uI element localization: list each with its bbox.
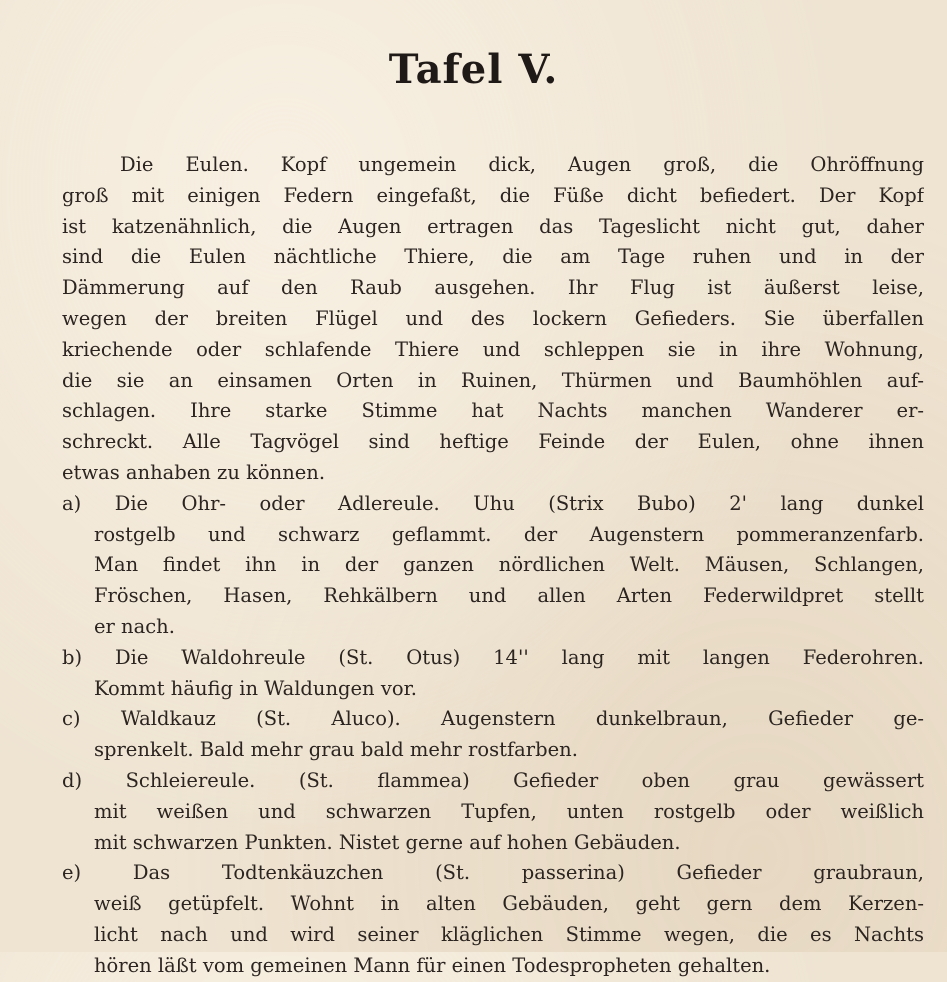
- text-line: e) Das Todtenkäuzchen (St. passerina) Gefieder graubraun,: [62, 861, 924, 885]
- text-line: d) Schleiereule. (St. flammea) Gefieder oben grau gewässert: [62, 768, 924, 792]
- entry-e: [62, 858, 924, 981]
- entry-a: [62, 489, 924, 643]
- text-line: schlagen. Ihre starke Stimme hat Nachts manchen Wanderer er-: [62, 399, 924, 423]
- text-line: wegen der breiten Flügel und des lockern Gefieders. Sie überfallen: [62, 306, 924, 330]
- text-line: Fröschen, Hasen, Rehkälbern und allen Arten Federwildpret stellt: [94, 584, 924, 608]
- body-text: [62, 150, 924, 982]
- text-line: Man findet ihn in der ganzen nördlichen Welt. Mäusen, Schlangen,: [94, 553, 924, 577]
- text-line: hören läßt vom gemeinen Mann für einen Todespropheten gehalten.: [94, 953, 771, 977]
- text-line: schreckt. Alle Tagvögel sind heftige Feinde der Eulen, ohne ihnen: [62, 430, 924, 454]
- text-line: rostgelb und schwarz geflammt. der Augenstern pommeranzenfarb.: [94, 522, 924, 546]
- entry-b: [62, 643, 924, 705]
- intro-paragraph: [62, 150, 924, 489]
- text-line: b) Die Waldohreule (St. Otus) 14'' lang mit langen Federohren.: [62, 645, 924, 669]
- text-line: groß mit einigen Federn eingefaßt, die Füße dicht befiedert. Der Kopf: [62, 183, 924, 207]
- text-line: Kommt häufig in Waldungen vor.: [94, 676, 417, 700]
- page-title: Tafel V.: [388, 46, 559, 93]
- text-line: er nach.: [94, 614, 175, 638]
- text-line: c) Waldkauz (St. Aluco). Augenstern dunkelbraun, Gefieder ge-: [62, 707, 924, 731]
- text-line: etwas anhaben zu können.: [62, 460, 326, 484]
- text-line: Dämmerung auf den Raub ausgehen. Ihr Flug ist äußerst leise,: [62, 276, 924, 300]
- text-line: a) Die Ohr- oder Adlereule. Uhu (Strix Bubo) 2' lang dunkel: [62, 491, 924, 515]
- text-line: licht nach und wird seiner kläglichen Stimme wegen, die es Nachts: [94, 922, 924, 946]
- text-line: die sie an einsamen Orten in Ruinen, Thürmen und Baumhöhlen auf-: [62, 368, 924, 392]
- text-line: mit weißen und schwarzen Tupfen, unten rostgelb oder weißlich: [94, 799, 924, 823]
- text-line: sind die Eulen nächtliche Thiere, die am Tage ruhen und in der: [62, 245, 924, 269]
- text-line: kriechende oder schlafende Thiere und schleppen sie in ihre Wohnung,: [62, 337, 924, 361]
- entry-d: [62, 766, 924, 858]
- text-line: sprenkelt. Bald mehr grau bald mehr rostfarben.: [94, 738, 578, 762]
- text-line: ist katzenähnlich, die Augen ertragen das Tageslicht nicht gut, daher: [62, 214, 924, 238]
- text-line: Die Eulen. Kopf ungemein dick, Augen groß, die Ohröffnung: [120, 153, 924, 176]
- text-line: mit schwarzen Punkten. Nistet gerne auf hohen Gebäuden.: [94, 830, 681, 854]
- entry-c: [62, 704, 924, 766]
- text-line: weiß getüpfelt. Wohnt in alten Gebäuden, geht gern dem Kerzen-: [94, 892, 924, 916]
